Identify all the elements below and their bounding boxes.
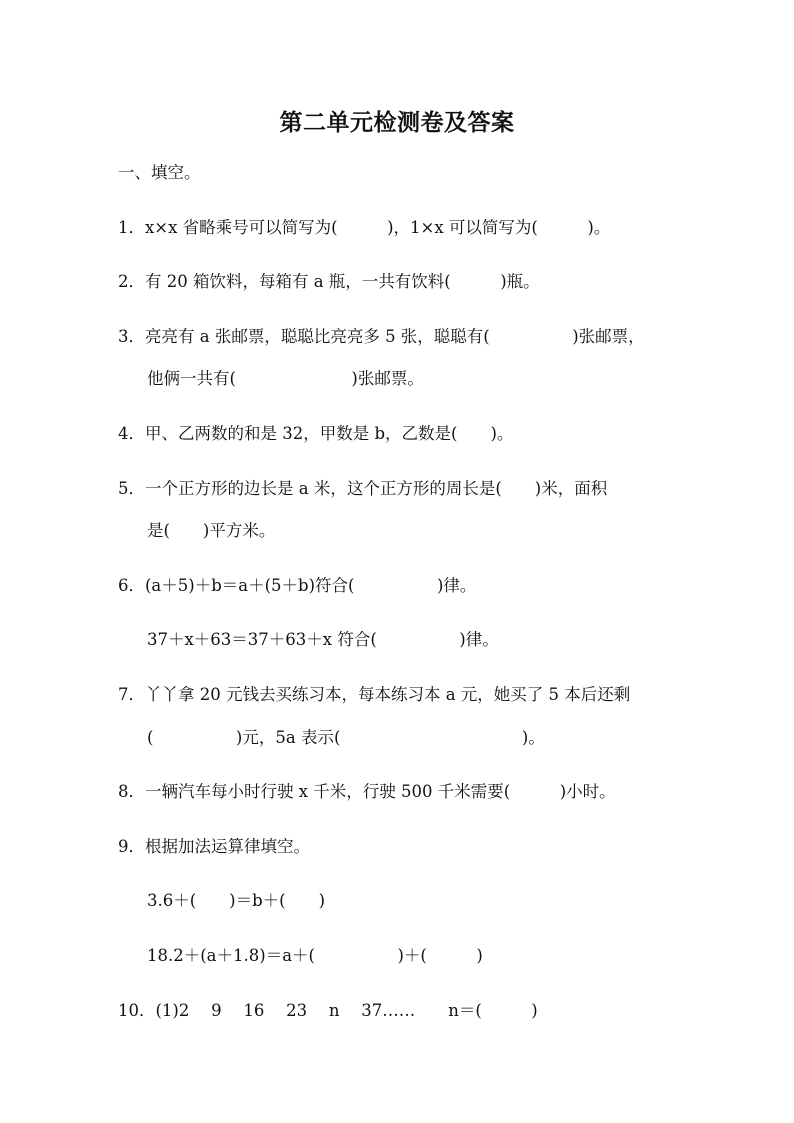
question-5-line-2: 是( )平方米。 bbox=[147, 521, 276, 540]
question-5-line-1: 5．一个正方形的边长是 a 米，这个正方形的周长是( )米，面积 bbox=[118, 479, 608, 498]
question-3-line-2: 他俩一共有( )张邮票。 bbox=[147, 369, 424, 388]
page-title: 第二单元检测卷及答案 bbox=[279, 110, 515, 136]
question-3-line-1: 3．亮亮有 a 张邮票，聪聪比亮亮多 5 张，聪聪有( )张邮票， bbox=[118, 327, 645, 346]
question-1: 1．x×x 省略乘号可以简写为( )，1×x 可以简写为( )。 bbox=[118, 218, 611, 237]
question-7-line-2: ( )元，5a 表示( )。 bbox=[147, 728, 545, 747]
question-4: 4．甲、乙两数的和是 32，甲数是 b，乙数是( )。 bbox=[118, 424, 514, 443]
question-7-line-1: 7．丫丫拿 20 元钱去买练习本，每本练习本 a 元，她买了 5 本后还剩 bbox=[118, 685, 631, 704]
question-6-line-2: 37＋x＋63＝37＋63＋x 符合( )律。 bbox=[147, 630, 499, 649]
question-9: 9．根据加法运算律填空。 bbox=[118, 837, 310, 856]
question-8: 8．一辆汽车每小时行驶 x 千米，行驶 500 千米需要( )小时。 bbox=[118, 782, 616, 801]
question-9-part-b: 18.2＋(a＋1.8)＝a＋( )＋( ) bbox=[147, 946, 483, 965]
question-6-line-1: 6．(a＋5)＋b＝a＋(5＋b)符合( )律。 bbox=[118, 576, 477, 595]
question-9-part-a: 3.6＋( )＝b＋( ) bbox=[147, 891, 326, 910]
section-heading: 一、填空。 bbox=[118, 163, 201, 182]
question-10: 10．(1)2 9 16 23 n 37…… n＝( ) bbox=[118, 1001, 538, 1020]
question-2: 2．有 20 箱饮料，每箱有 a 瓶，一共有饮料( )瓶。 bbox=[118, 272, 540, 291]
